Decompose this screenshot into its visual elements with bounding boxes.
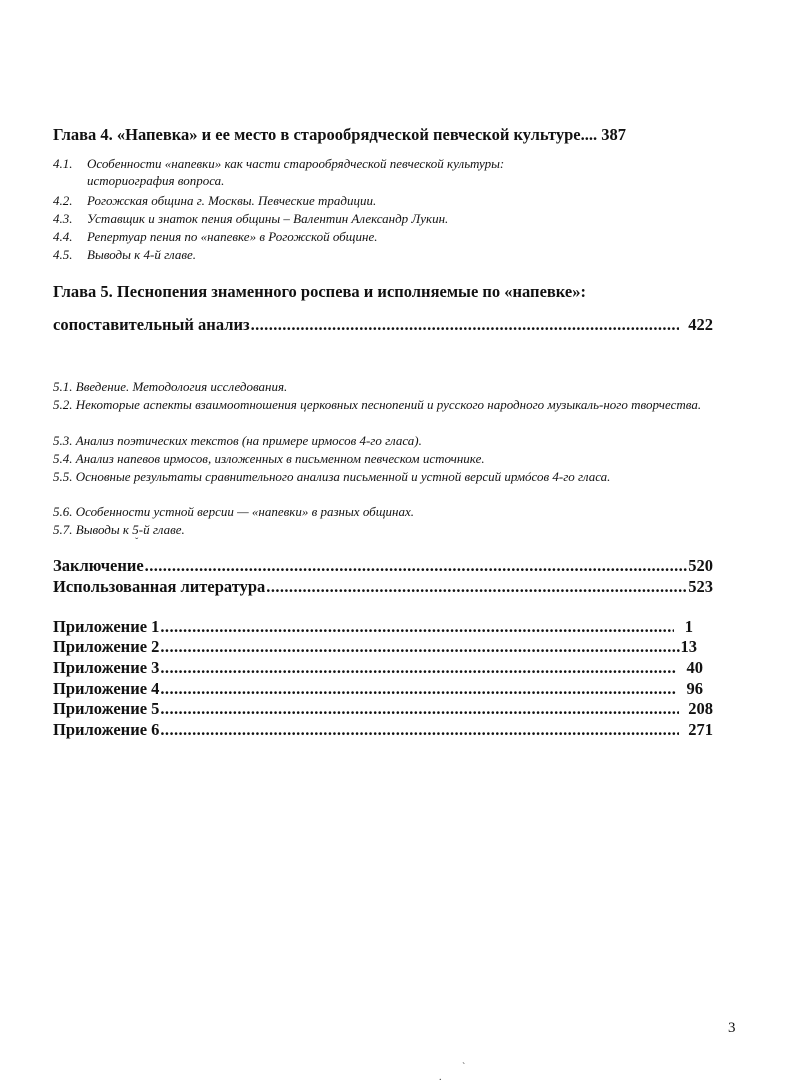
- chapter5-item-1: 5.1. Введение. Методология исследования.: [53, 379, 288, 394]
- toc-label: Приложение 5: [53, 699, 160, 718]
- chapter5-item-7: 5.7. Выводы к 5-й главе.: [53, 522, 185, 537]
- dot-leader: [160, 617, 673, 637]
- toc-bibliography: [53, 577, 713, 597]
- item-text-continued: историография вопроса.: [87, 173, 225, 188]
- dot-leader: [266, 577, 687, 597]
- item-number: 4.2.: [53, 193, 73, 208]
- chapter4-item-1: [53, 155, 739, 189]
- chapter5-item-5: 5.5. Основные результаты сравнительного анализа письменной и устной версий ирмóсов 4-го гласа.: [53, 469, 611, 484]
- toc-page: 208: [688, 699, 713, 718]
- toc-page: 96: [686, 679, 703, 698]
- toc-appendix-2: [53, 637, 713, 657]
- chapter5-item-2: 5.2. Некоторые аспекты взаимоотношения церковных песнопений и русского народного музыкаль-ного творчества.: [53, 397, 702, 412]
- item-text: Уставщик и знаток пения общины – Валентин Александр Лукин.: [87, 211, 449, 226]
- toc-label: Использованная литература: [53, 577, 266, 596]
- toc-page: 271: [688, 720, 713, 739]
- chapter5-item-3: 5.3. Анализ поэтических текстов (на примере ирмосов 4-го гласа).: [53, 433, 422, 448]
- toc-page: 40: [686, 658, 703, 677]
- toc-label: Приложение 1: [53, 617, 160, 636]
- toc-appendix-1: [53, 617, 713, 637]
- chapter5-heading-line2: [53, 315, 713, 335]
- toc-page: 520: [688, 556, 713, 575]
- chapter4-item-2: [53, 192, 739, 209]
- stray-mark: ˇ: [135, 537, 139, 548]
- toc-conclusion: [53, 556, 713, 576]
- toc-label: Приложение 3: [53, 658, 160, 677]
- chapter5-title-continued: сопоставительный анализ: [53, 315, 250, 334]
- toc-appendix-5: [53, 699, 713, 719]
- item-text: Репертуар пения по «напевке» в Рогожской общине.: [87, 229, 378, 244]
- toc-page: 523: [688, 577, 713, 596]
- chapter4-heading: [53, 125, 713, 145]
- item-number: 4.1.: [53, 156, 73, 171]
- dot-leader: [160, 679, 675, 699]
- toc-page: 13: [680, 637, 697, 656]
- item-text: Особенности «напевки» как части старообрядческой певческой культуры:: [87, 156, 505, 171]
- stray-mark: `: [462, 1062, 466, 1073]
- dot-leader: [160, 637, 679, 657]
- dot-leader: [160, 720, 679, 740]
- item-number: 4.5.: [53, 247, 73, 262]
- dot-leader: [251, 315, 680, 335]
- toc-appendix-3: [53, 658, 713, 678]
- page-number: 3: [728, 1020, 736, 1036]
- toc-appendix-4: [53, 679, 713, 699]
- chapter4-item-3: [53, 210, 739, 227]
- chapter4-title: Глава 4. «Напевка» и ее место в старообрядческой певческой культуре: [53, 125, 581, 144]
- toc-page: 1: [684, 617, 693, 636]
- item-text: Рогожская община г. Москвы. Певческие традиции.: [87, 193, 377, 208]
- chapter5-item-4: 5.4. Анализ напевов ирмосов, изложенных в письменном певческом источнике.: [53, 451, 485, 466]
- chapter4-page: 387: [601, 125, 626, 144]
- chapter5-heading-line1: Глава 5. Песнопения знаменного роспева и исполняемые по «напевке»:: [53, 282, 586, 301]
- chapter5-item-6: 5.6. Особенности устной версии — «напевки» в разных общинах.: [53, 504, 414, 519]
- chapter4-item-5: [53, 246, 739, 263]
- toc-label: Заключение: [53, 556, 144, 575]
- item-number: 4.4.: [53, 229, 73, 244]
- chapter4-item-4: [53, 228, 739, 245]
- toc-appendix-6: [53, 720, 713, 740]
- toc-label: Приложение 6: [53, 720, 160, 739]
- chapter5-page: 422: [688, 315, 713, 334]
- toc-label: Приложение 4: [53, 679, 160, 698]
- item-number: 4.3.: [53, 211, 73, 226]
- toc-label: Приложение 2: [53, 637, 160, 656]
- chapter4-leader: ....: [580, 125, 598, 144]
- dot-leader: [160, 699, 679, 719]
- item-text: Выводы к 4-й главе.: [87, 247, 196, 262]
- dot-leader: [160, 658, 675, 678]
- dot-leader: [145, 556, 688, 576]
- stray-mark: .: [439, 1072, 442, 1083]
